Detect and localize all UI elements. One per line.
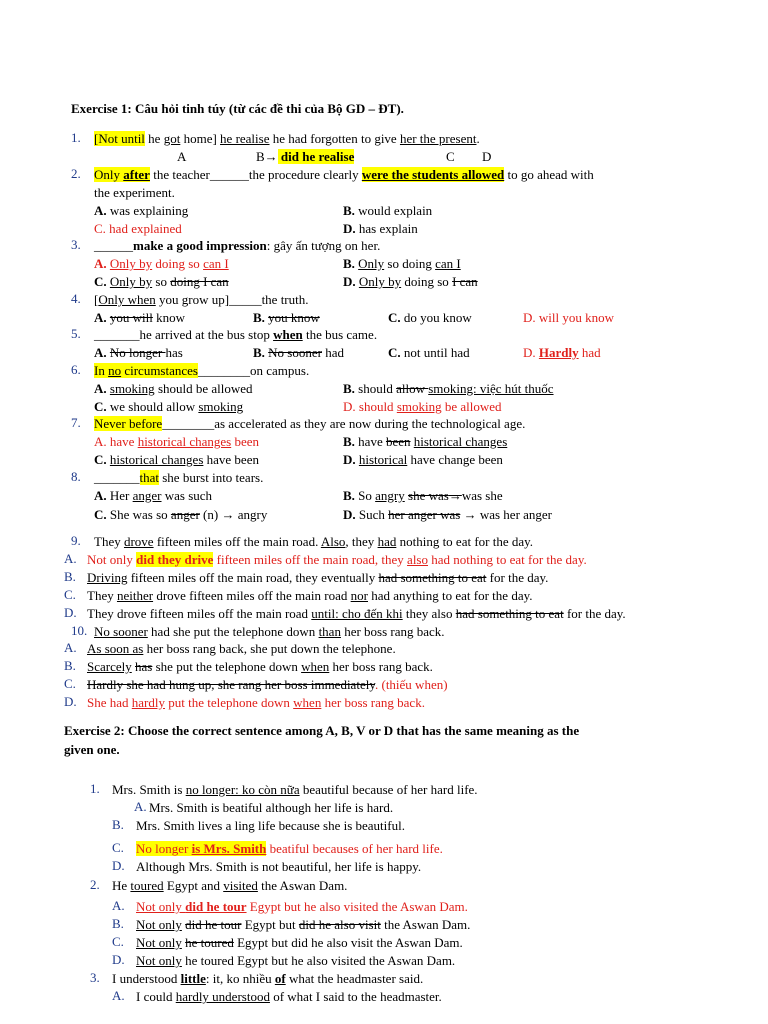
option-d-answer: She had hardly put the telephone down when her boss rang back.: [87, 695, 425, 710]
option-letter: A.: [112, 988, 125, 1003]
exercise-2-title-continued: given one.: [64, 742, 120, 757]
question-number: 1.: [90, 781, 100, 796]
question-10: No sooner had she put the telephone down than her boss rang back.: [94, 624, 445, 639]
option-c: C. do you know: [388, 310, 472, 325]
question-5: _______he arrived at the bus stop when the bus came.: [94, 327, 378, 342]
option-letter: D.: [112, 858, 125, 873]
option-c: C. Only by so doing I can: [94, 274, 229, 289]
option-b: B. you know: [253, 310, 320, 325]
option-d: Although Mrs. Smith is not beautiful, her life is happy.: [136, 859, 422, 874]
option-b: B. should allow smoking: việc hút thuốc: [343, 381, 554, 396]
option-a-answer: Not only did he tour Egypt but he also visited the Aswan Dam.: [136, 899, 468, 914]
option-a: As soon as her boss rang back, she put down the telephone.: [87, 641, 396, 656]
label-c: C: [446, 149, 455, 164]
option-d-answer: D. Hardly had: [523, 345, 601, 360]
question-number: 5.: [71, 326, 81, 341]
question-number: 3.: [90, 970, 100, 985]
option-letter: C.: [112, 840, 124, 855]
option-d: D. Only by doing so I can: [343, 274, 478, 289]
option-d: They drove fifteen miles off the main road until: cho đến khi they also had something to eat for the day.: [87, 606, 626, 621]
option-c-answer: C. had explained: [94, 221, 182, 236]
option-a: I could hardly understood of what I said to the headmaster.: [136, 989, 442, 1004]
option-c: C. She was so anger (n) → angry: [94, 507, 268, 522]
question-number: 9.: [71, 533, 81, 548]
option-b: B. Only so doing can I: [343, 256, 461, 271]
question-number: 4.: [71, 291, 81, 306]
exercise-2-question-1: Mrs. Smith is no longer: ko còn nữa beautiful because of her hard life.: [112, 782, 478, 797]
option-c: C. historical changes have been: [94, 452, 259, 467]
option-b: B. would explain: [343, 203, 433, 218]
option-letter: D.: [112, 952, 125, 967]
option-letter: C.: [64, 587, 76, 602]
option-a-answer: A. Only by doing so can I: [94, 256, 229, 271]
option-d-answer: D. should smoking be allowed: [343, 399, 502, 414]
option-b: B. No sooner had: [253, 345, 344, 360]
option-letter: C.: [64, 676, 76, 691]
option-c: They neither drove fifteen miles off the main road nor had anything to eat for the day.: [87, 588, 533, 603]
exercise-2-question-3: I understood little: it, ko nhiều of what the headmaster said.: [112, 971, 424, 986]
option-c-answer: No longer is Mrs. Smith beatiful becauses of her hard life.: [136, 841, 443, 856]
exercise-2-question-2: He toured Egypt and visited the Aswan Dam.: [112, 878, 348, 893]
option-b: B. have been historical changes: [343, 434, 508, 449]
option-letter: A.: [134, 799, 147, 814]
option-letter: B.: [112, 916, 124, 931]
arrow-icon: →: [463, 507, 477, 522]
option-b: B. So angry she was→was she: [343, 488, 503, 503]
question-4: [Only when you grow up]_____the truth.: [94, 292, 309, 307]
option-b: Driving fifteen miles off the main road, they eventually had something to eat for the day.: [87, 570, 549, 585]
option-a: A. you will know: [94, 310, 186, 325]
label-d: D: [482, 149, 492, 164]
arrow-icon: →: [221, 507, 235, 522]
exercise-1-title: Exercise 1: Câu hỏi tinh túy (từ các đề thi của Bộ GD – ĐT).: [71, 101, 404, 116]
question-number: 3.: [71, 237, 81, 252]
option-a: Mrs. Smith is beatiful although her life is hard.: [149, 800, 394, 815]
option-b: Scarcely has she put the telephone down when her boss rang back.: [87, 659, 433, 674]
option-c: Not only he toured Egypt but did he also visit the Aswan Dam.: [136, 935, 463, 950]
option-d: D. Such her anger was → was her anger: [343, 507, 553, 522]
option-letter: A.: [64, 551, 77, 566]
option-letter: B.: [64, 569, 76, 584]
option-a: A. smoking should be allowed: [94, 381, 253, 396]
question-9: They drove fifteen miles off the main road. Also, they had nothing to eat for the day.: [94, 534, 534, 549]
question-number: 6.: [71, 362, 81, 377]
option-c: C. we should allow smoking: [94, 399, 244, 414]
option-d: Not only he toured Egypt but he also visited the Aswan Dam.: [136, 953, 456, 968]
question-number: 8.: [71, 469, 81, 484]
arrow-icon: →: [448, 488, 462, 503]
option-a-answer: Not only did they drive fifteen miles off the main road, they also had nothing to eat for the day.: [87, 552, 587, 567]
option-letter: D.: [64, 694, 77, 709]
option-c: C. not until had: [388, 345, 470, 360]
option-a-answer: A. have historical changes been: [94, 434, 259, 449]
option-c: Hardly she had hung up, she rang her boss immediately. (thiếu when): [87, 677, 448, 692]
question-8: _______that she burst into tears.: [94, 470, 264, 485]
question-2-continued: the experiment.: [94, 185, 175, 200]
option-letter: A.: [112, 898, 125, 913]
option-letter: C.: [112, 934, 124, 949]
option-a: A. Her anger was such: [94, 488, 213, 503]
option-letter: A.: [64, 640, 77, 655]
option-b: Mrs. Smith lives a ling life because she is beautiful.: [136, 818, 405, 833]
question-2: Only after the teacher______the procedure clearly were the students allowed to go ahead with: [94, 167, 594, 182]
option-a: A. No longer has: [94, 345, 183, 360]
question-number: 7.: [71, 415, 81, 430]
question-7: Never before________as accelerated as they are now during the technological age.: [94, 416, 526, 431]
option-letter: D.: [64, 605, 77, 620]
exercise-2-title: Exercise 2: Choose the correct sentence among A, B, V or D that has the same meaning as the: [64, 723, 580, 738]
option-d: D. historical have change been: [343, 452, 503, 467]
option-d-answer: D. will you know: [523, 310, 614, 325]
option-letter: B.: [64, 658, 76, 673]
option-d: D. has explain: [343, 221, 418, 236]
option-letter: B.: [112, 817, 124, 832]
question-6: In no circumstances________on campus.: [94, 363, 310, 378]
question-1: [Not until he got home] he realise he had forgotten to give her the present.: [94, 131, 480, 146]
label-a: A: [177, 149, 187, 164]
option-a: A. was explaining: [94, 203, 189, 218]
question-number: 2.: [71, 166, 81, 181]
option-b: Not only did he tour Egypt but did he also visit the Aswan Dam.: [136, 917, 471, 932]
label-b-correction: B→ did he realise: [256, 149, 355, 164]
question-number: 1.: [71, 130, 81, 145]
question-number: 10.: [71, 623, 88, 638]
question-number: 2.: [90, 877, 100, 892]
question-3: ______make a good impression: gây ấn tượng on her.: [94, 238, 381, 253]
